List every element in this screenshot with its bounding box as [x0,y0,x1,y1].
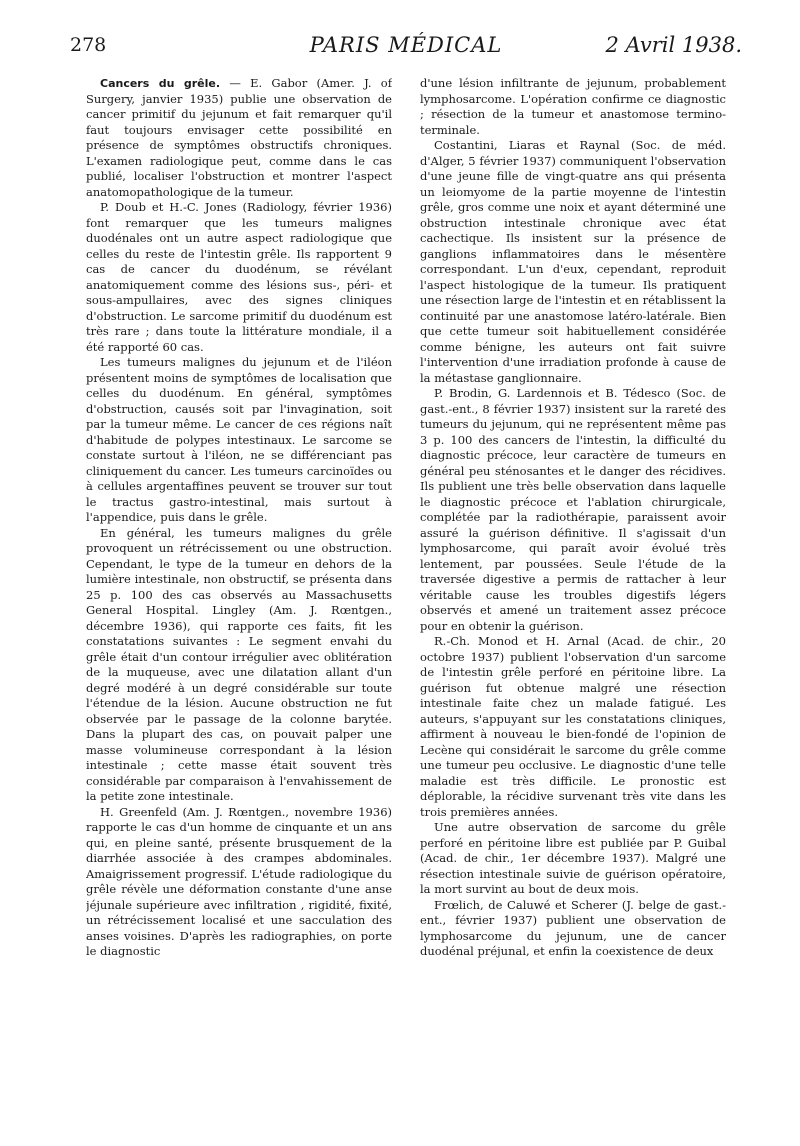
paragraph: Les tumeurs malignes du jejunum et de l'iléon présentent moins de symptômes de localisation que celles du duodénum. En général, symptômes d'obstruction, causés soit par l'invagination, soit par la tumeur même. Le cancer de ces régions naît d'habitude de polypes intestinaux. Le sarcome se constate surtout à l'iléon, ne se différenciant pas cliniquement du cancer. Les tumeurs carcinoïdes ou à cellules argentaffines peuvent se trouver sur tout le tractus gastro-intestinal, mais surtout à l'appendice, puis dans le grêle. [86,355,392,524]
paragraph: d'une lésion infiltrante de jejunum, probablement lymphosarcome. L'opération confirme ce diagnostic ; résection de la tumeur et anastomose termino-terminale. [420,76,726,137]
right-column [420,76,726,1121]
journal-title: PARIS MÉDICAL [309,33,503,57]
paragraph: H. Greenfeld (Am. J. Rœntgen., novembre 1936) rapporte le cas d'un homme de cinquante et un ans qui, en pleine santé, présente brusquement de la diarrhée associée à des crampes abdominales. Amaigrissement progressif. L'étude radiologique du grêle révèle une déformation constante d'une anse jéjunale supérieure avec infiltration , rigidité, fixité, un rétrécissement localisé et une sacculation des anses voisines. D'après les radiographies, on porte le diagnostic [86,804,392,958]
paragraph: P. Doub et H.-C. Jones (Radiology, février 1936) font remarquer que les tumeurs malignes duodénales ont un autre aspect radiologique que celles du reste de l'intestin grêle. Ils rapportent 9 cas de cancer du duodénum, se révélant anatomiquement comme des lésions sus-, péri- et sous-ampullaires, avec des signes cliniques d'obstruction. Le sarcome primitif du duodénum est très rare ; dans toute la littérature mondiale, il a été rapporté 60 cas. [86,200,392,354]
left-column [86,76,392,1121]
paragraph: R.-Ch. Monod et H. Arnal (Acad. de chir., 20 octobre 1937) publient l'observation d'un sarcome de l'intestin grêle perforé en péritoine libre. La guérison fut obtenue malgré une résection intestinale faite chez un malade fatigué. Les auteurs, s'appuyant sur les constatations cliniques, affirment à nouveau le bien-fondé de l'opinion de Lecène qui considérait le sarcome du grêle comme une tumeur peu occlusive. Le diagnostic d'une telle maladie est très difficile. Le pronostic est déplorable, la récidive survenant très vite dans les trois premières années. [420,634,726,819]
paragraph [86,76,392,200]
paragraph: Une autre observation de sarcome du grêle perforé en péritoine libre est publiée par P. Guibal (Acad. de chir., 1er décembre 1937). Malgré une résection intestinale suivie de guérison opératoire, la mort survint au bout de deux mois. [420,820,726,896]
paragraph: Costantini, Liaras et Raynal (Soc. de méd. d'Alger, 5 février 1937) communiquent l'observation d'une jeune fille de vingt-quatre ans qui présenta un leiomyome de la partie moyenne de l'intestin grêle, gros comme une noix et ayant déterminé une obstruction intestinale chronique avec état cachectique. Ils insistent sur la présence de ganglions inflammatoires dans le mésentère correspondant. L'un d'eux, cependant, reproduit l'aspect histologique de la tumeur. Ils pratiquent une résection large de l'intestin et en rétablissent la continuité par une anastomose latéro-latérale. Bien que cette tumeur soit habituellement considérée comme bénigne, les auteurs ont fait suivre l'intervention d'une irradiation profonde à cause de la métastase ganglionnaire. [420,138,726,385]
page-number: 278 [70,34,107,56]
section-heading: Cancers du grêle. [100,77,221,90]
paragraph: P. Brodin, G. Lardennois et B. Tédesco (Soc. de gast.-ent., 8 février 1937) insistent sur la rareté des tumeurs du jejunum, qui ne représentent même pas 3 p. 100 des cancers de l'intestin, la difficulté du diagnostic précoce, leur caractère de tumeurs en général peu sténosantes et le danger des récidives. Ils publient une très belle observation dans laquelle le diagnostic précoce et l'ablation chirurgicale, complétée par la radiothérapie, paraissent avoir assuré la guérison définitive. Il s'agissait d'un lymphosarcome, qui paraît avoir évolué très lentement, par poussées. Seule l'étude de la traversée digestive a permis de rattacher à leur véritable cause les troubles digestifs légers observés et amené un traitement assez précoce pour en obtenir la guérison. [420,386,726,633]
page-header [70,30,742,60]
paragraph-text: — E. Gabor (Amer. J. of Surgery, janvier 1935) publie une observation de cancer primitif du jejunum et fait remarquer qu'il faut toujours envisager cette possibilité en présence de symptômes obstructifs chroniques. L'examen radiologique peut, comme dans le cas publié, localiser l'obstruction et montrer l'aspect anatomopathologique de la tumeur. [86,76,392,199]
issue-date: 2 Avril 1938. [605,33,742,57]
article-body [86,76,726,1121]
paragraph: Frœlich, de Caluwé et Scherer (J. belge de gast.-ent., février 1937) publient une observation de lymphosarcome du jejunum, une de cancer duodénal préjunal, et enfin la coexistence de deux [420,897,726,958]
paragraph: En général, les tumeurs malignes du grêle provoquent un rétrécissement ou une obstruction. Cependant, le type de la tumeur en dehors de la lumière intestinale, non obstructif, se présenta dans 25 p. 100 des cas observés au Massachusetts General Hospital. Lingley (Am. J. Rœntgen., décembre 1936), qui rapporte ces faits, fit les constatations suivantes : Le segment envahi du grêle était d'un contour irrégulier avec oblitération de la muqueuse, avec une dilatation allant d'un degré modéré à un degré considérable sur toute l'étendue de la lésion. Aucune obstruction ne fut observée par le passage de la colonne barytée. Dans la plupart des cas, on pouvait palper une masse volumineuse correspondant à la lésion intestinale ; cette masse était souvent très considérable par comparaison à l'envahissement de la petite zone intestinale. [86,525,392,803]
